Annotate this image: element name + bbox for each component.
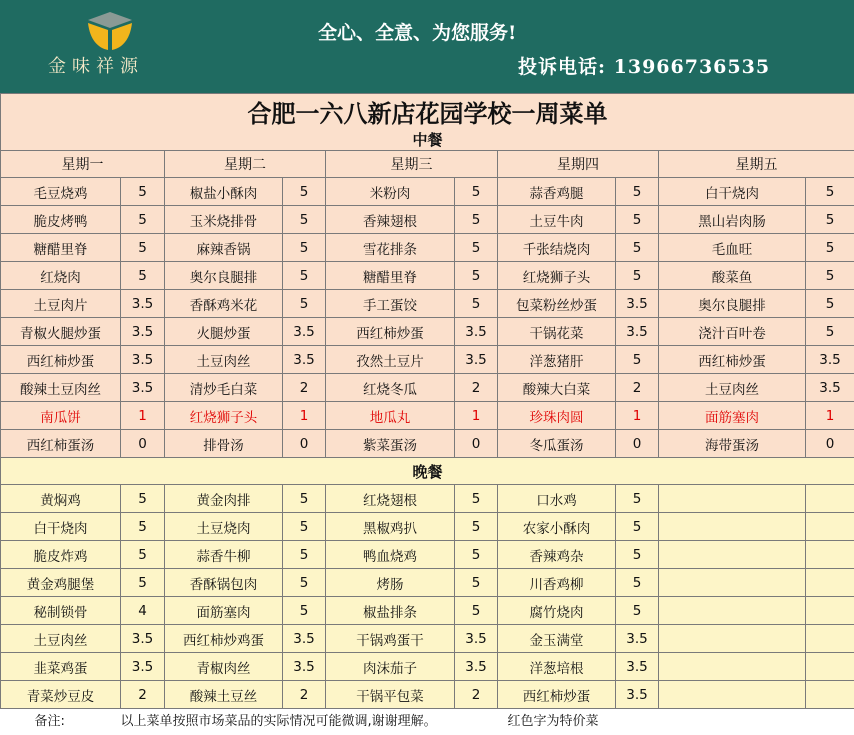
price-cell: 1 — [121, 402, 165, 430]
menu-row — [1, 541, 854, 569]
note-label: 备注: — [1, 709, 121, 730]
price-cell: 3.5 — [616, 625, 659, 653]
dish-cell: 土豆肉丝 — [1, 625, 121, 653]
price-cell: 3.5 — [121, 318, 165, 346]
price-cell: 3.5 — [806, 374, 854, 402]
dish-cell: 雪花排条 — [326, 234, 455, 262]
price-cell: 2 — [121, 681, 165, 709]
price-cell: 5 — [616, 346, 659, 374]
price-cell: 5 — [121, 569, 165, 597]
menu-row — [1, 262, 854, 290]
price-cell: 3.5 — [455, 318, 498, 346]
dish-cell: 毛豆烧鸡 — [1, 178, 121, 206]
price-cell: 0 — [455, 430, 498, 458]
dish-cell: 烤肠 — [326, 569, 455, 597]
price-cell: 5 — [455, 541, 498, 569]
dish-cell: 白干烧肉 — [1, 513, 121, 541]
dish-cell — [659, 681, 806, 709]
price-cell: 5 — [616, 262, 659, 290]
dish-cell: 南瓜饼 — [1, 402, 121, 430]
day-header-row — [1, 151, 854, 178]
dish-cell — [659, 541, 806, 569]
dish-cell: 秘制锁骨 — [1, 597, 121, 625]
price-cell: 0 — [121, 430, 165, 458]
price-cell: 3.5 — [121, 374, 165, 402]
day-header: 星期一 — [1, 151, 165, 178]
price-cell: 5 — [806, 318, 854, 346]
price-cell: 5 — [121, 206, 165, 234]
day-header: 星期三 — [326, 151, 498, 178]
dish-cell: 蒜香鸡腿 — [498, 178, 616, 206]
dish-cell: 青椒火腿炒蛋 — [1, 318, 121, 346]
dish-cell: 玉米烧排骨 — [165, 206, 283, 234]
price-cell — [806, 541, 854, 569]
price-cell: 3.5 — [806, 346, 854, 374]
price-cell: 2 — [283, 681, 326, 709]
dish-cell: 香酥锅包肉 — [165, 569, 283, 597]
dish-cell: 黄金鸡腿堡 — [1, 569, 121, 597]
dinner-label: 晚餐 — [1, 458, 854, 485]
price-cell: 2 — [283, 374, 326, 402]
menu-row — [1, 430, 854, 458]
price-cell: 3.5 — [455, 653, 498, 681]
dish-cell: 椒盐排条 — [326, 597, 455, 625]
dish-cell: 口水鸡 — [498, 485, 616, 513]
dish-cell: 土豆烧肉 — [165, 513, 283, 541]
dish-cell: 酸辣土豆肉丝 — [1, 374, 121, 402]
dish-cell: 面筋塞肉 — [659, 402, 806, 430]
price-cell: 5 — [283, 569, 326, 597]
dish-cell: 排骨汤 — [165, 430, 283, 458]
price-cell: 3.5 — [455, 625, 498, 653]
price-cell: 4 — [121, 597, 165, 625]
dish-cell — [659, 597, 806, 625]
dish-cell: 米粉肉 — [326, 178, 455, 206]
dish-cell: 海带蛋汤 — [659, 430, 806, 458]
price-cell: 5 — [455, 206, 498, 234]
dish-cell: 脆皮炸鸡 — [1, 541, 121, 569]
dish-cell — [659, 569, 806, 597]
menu-row — [1, 485, 854, 513]
price-cell: 5 — [283, 206, 326, 234]
price-cell: 1 — [283, 402, 326, 430]
dish-cell: 麻辣香锅 — [165, 234, 283, 262]
price-cell: 0 — [616, 430, 659, 458]
dish-cell: 香辣鸡杂 — [498, 541, 616, 569]
dish-cell: 西红柿蛋汤 — [1, 430, 121, 458]
dish-cell: 农家小酥肉 — [498, 513, 616, 541]
dish-cell: 肉沫茄子 — [326, 653, 455, 681]
dish-cell: 白干烧肉 — [659, 178, 806, 206]
price-cell: 3.5 — [616, 318, 659, 346]
price-cell: 3.5 — [283, 318, 326, 346]
menu-row — [1, 681, 854, 709]
price-cell — [806, 485, 854, 513]
price-cell: 0 — [806, 430, 854, 458]
price-cell: 3.5 — [121, 346, 165, 374]
dish-cell: 黄金肉排 — [165, 485, 283, 513]
price-cell: 5 — [616, 234, 659, 262]
price-cell: 3.5 — [616, 290, 659, 318]
price-cell: 5 — [121, 234, 165, 262]
price-cell: 5 — [121, 541, 165, 569]
price-cell: 5 — [283, 262, 326, 290]
day-header: 星期四 — [498, 151, 659, 178]
dish-cell — [659, 513, 806, 541]
price-cell: 3.5 — [455, 346, 498, 374]
price-cell: 5 — [455, 513, 498, 541]
dish-cell: 香酥鸡米花 — [165, 290, 283, 318]
logo-icon — [84, 10, 136, 52]
dish-cell: 孜然土豆片 — [326, 346, 455, 374]
price-cell: 5 — [616, 178, 659, 206]
dish-cell: 奥尔良腿排 — [165, 262, 283, 290]
dish-cell: 奥尔良腿排 — [659, 290, 806, 318]
price-cell: 3.5 — [121, 653, 165, 681]
dish-cell: 毛血旺 — [659, 234, 806, 262]
dish-cell: 面筋塞肉 — [165, 597, 283, 625]
price-cell: 5 — [806, 178, 854, 206]
dish-cell: 西红柿炒蛋 — [326, 318, 455, 346]
price-cell: 5 — [455, 569, 498, 597]
price-cell: 5 — [121, 513, 165, 541]
price-cell: 3.5 — [283, 346, 326, 374]
price-cell: 5 — [283, 597, 326, 625]
price-cell: 2 — [455, 681, 498, 709]
menu-row — [1, 402, 854, 430]
dish-cell: 西红柿炒蛋 — [1, 346, 121, 374]
price-cell: 3.5 — [121, 625, 165, 653]
price-cell — [806, 653, 854, 681]
price-cell: 5 — [283, 178, 326, 206]
brand-name: 金味祥源 — [48, 56, 144, 77]
lunch-label: 中餐 — [1, 129, 854, 151]
dish-cell: 黑椒鸡扒 — [326, 513, 455, 541]
dish-cell: 干锅鸡蛋干 — [326, 625, 455, 653]
dish-cell: 蒜香牛柳 — [165, 541, 283, 569]
dish-cell: 川香鸡柳 — [498, 569, 616, 597]
price-cell: 5 — [616, 485, 659, 513]
complaint-hotline: 投诉电话: 13966736535 — [518, 56, 771, 78]
price-cell: 5 — [616, 206, 659, 234]
price-cell — [806, 569, 854, 597]
price-cell — [806, 681, 854, 709]
price-cell: 5 — [455, 234, 498, 262]
price-cell: 3.5 — [121, 290, 165, 318]
price-cell: 5 — [455, 262, 498, 290]
price-cell: 5 — [616, 513, 659, 541]
dish-cell: 西红柿炒蛋 — [498, 681, 616, 709]
day-header: 星期二 — [165, 151, 326, 178]
dish-cell: 土豆肉片 — [1, 290, 121, 318]
price-cell: 5 — [806, 234, 854, 262]
dish-cell: 包菜粉丝炒蛋 — [498, 290, 616, 318]
price-cell: 3.5 — [616, 653, 659, 681]
dish-cell — [659, 653, 806, 681]
dish-cell: 酸菜鱼 — [659, 262, 806, 290]
price-cell: 0 — [283, 430, 326, 458]
price-cell: 5 — [616, 597, 659, 625]
price-cell: 1 — [806, 402, 854, 430]
dish-cell: 酸辣土豆丝 — [165, 681, 283, 709]
dish-cell: 韭菜鸡蛋 — [1, 653, 121, 681]
price-cell: 2 — [616, 374, 659, 402]
note-text: 以上菜单按照市场菜品的实际情况可能微调,谢谢理解。 — [121, 709, 498, 730]
dish-cell — [659, 485, 806, 513]
price-cell: 3.5 — [616, 681, 659, 709]
dish-cell: 腐竹烧肉 — [498, 597, 616, 625]
dish-cell: 鸭血烧鸡 — [326, 541, 455, 569]
menu-row — [1, 569, 854, 597]
dish-cell: 红烧冬瓜 — [326, 374, 455, 402]
price-cell — [806, 625, 854, 653]
price-cell: 5 — [806, 262, 854, 290]
menu-table — [0, 93, 854, 729]
dish-cell: 土豆牛肉 — [498, 206, 616, 234]
dish-cell: 土豆肉丝 — [659, 374, 806, 402]
dish-cell: 红烧狮子头 — [498, 262, 616, 290]
dish-cell: 珍珠肉圆 — [498, 402, 616, 430]
price-cell: 5 — [806, 290, 854, 318]
dish-cell: 西红柿炒蛋 — [659, 346, 806, 374]
price-cell: 5 — [121, 262, 165, 290]
dish-cell: 火腿炒蛋 — [165, 318, 283, 346]
price-cell: 1 — [616, 402, 659, 430]
price-cell: 5 — [455, 485, 498, 513]
menu-row — [1, 653, 854, 681]
dish-cell: 红烧狮子头 — [165, 402, 283, 430]
menu-row — [1, 597, 854, 625]
dish-cell: 冬瓜蛋汤 — [498, 430, 616, 458]
dish-cell: 干锅花菜 — [498, 318, 616, 346]
dish-cell: 香辣翅根 — [326, 206, 455, 234]
dish-cell: 干锅平包菜 — [326, 681, 455, 709]
price-cell: 5 — [121, 178, 165, 206]
dish-cell: 糖醋里脊 — [1, 234, 121, 262]
price-cell: 5 — [283, 513, 326, 541]
day-header: 星期五 — [659, 151, 854, 178]
dish-cell: 洋葱猪肝 — [498, 346, 616, 374]
menu-sheet — [0, 93, 854, 729]
dish-cell: 金玉满堂 — [498, 625, 616, 653]
dish-cell: 红烧肉 — [1, 262, 121, 290]
dish-cell: 地瓜丸 — [326, 402, 455, 430]
dish-cell: 土豆肉丝 — [165, 346, 283, 374]
price-cell: 5 — [283, 541, 326, 569]
menu-row — [1, 206, 854, 234]
price-cell — [806, 597, 854, 625]
price-cell: 5 — [455, 178, 498, 206]
special-price-note: 红色字为特价菜 — [498, 709, 854, 730]
price-cell: 5 — [455, 290, 498, 318]
menu-title: 合肥一六八新店花园学校一周菜单 — [1, 94, 854, 130]
dish-cell: 清炒毛白菜 — [165, 374, 283, 402]
price-cell — [806, 513, 854, 541]
dish-cell: 青菜炒豆皮 — [1, 681, 121, 709]
dish-cell: 脆皮烤鸭 — [1, 206, 121, 234]
menu-row — [1, 318, 854, 346]
dish-cell: 西红柿炒鸡蛋 — [165, 625, 283, 653]
price-cell: 5 — [616, 569, 659, 597]
price-cell: 5 — [806, 206, 854, 234]
price-cell: 2 — [455, 374, 498, 402]
dish-cell: 千张结烧肉 — [498, 234, 616, 262]
dish-cell: 青椒肉丝 — [165, 653, 283, 681]
menu-row — [1, 625, 854, 653]
menu-row — [1, 346, 854, 374]
dish-cell: 黑山岩肉肠 — [659, 206, 806, 234]
dish-cell: 黄焖鸡 — [1, 485, 121, 513]
note-row — [1, 709, 854, 730]
dish-cell — [659, 625, 806, 653]
dish-cell: 浇汁百叶卷 — [659, 318, 806, 346]
slogan: 全心、全意、为您服务! — [318, 22, 517, 44]
menu-row — [1, 234, 854, 262]
price-cell: 3.5 — [283, 625, 326, 653]
price-cell: 1 — [455, 402, 498, 430]
dish-cell: 手工蛋饺 — [326, 290, 455, 318]
dish-cell: 红烧翅根 — [326, 485, 455, 513]
menu-row — [1, 513, 854, 541]
price-cell: 5 — [616, 541, 659, 569]
menu-row — [1, 290, 854, 318]
price-cell: 5 — [283, 290, 326, 318]
price-cell: 5 — [121, 485, 165, 513]
menu-row — [1, 374, 854, 402]
price-cell: 5 — [283, 485, 326, 513]
dish-cell: 洋葱培根 — [498, 653, 616, 681]
dish-cell: 酸辣大白菜 — [498, 374, 616, 402]
menu-row — [1, 178, 854, 206]
dish-cell: 椒盐小酥肉 — [165, 178, 283, 206]
dish-cell: 紫菜蛋汤 — [326, 430, 455, 458]
dish-cell: 糖醋里脊 — [326, 262, 455, 290]
price-cell: 3.5 — [283, 653, 326, 681]
price-cell: 5 — [283, 234, 326, 262]
price-cell: 5 — [455, 597, 498, 625]
header-banner — [0, 0, 854, 93]
